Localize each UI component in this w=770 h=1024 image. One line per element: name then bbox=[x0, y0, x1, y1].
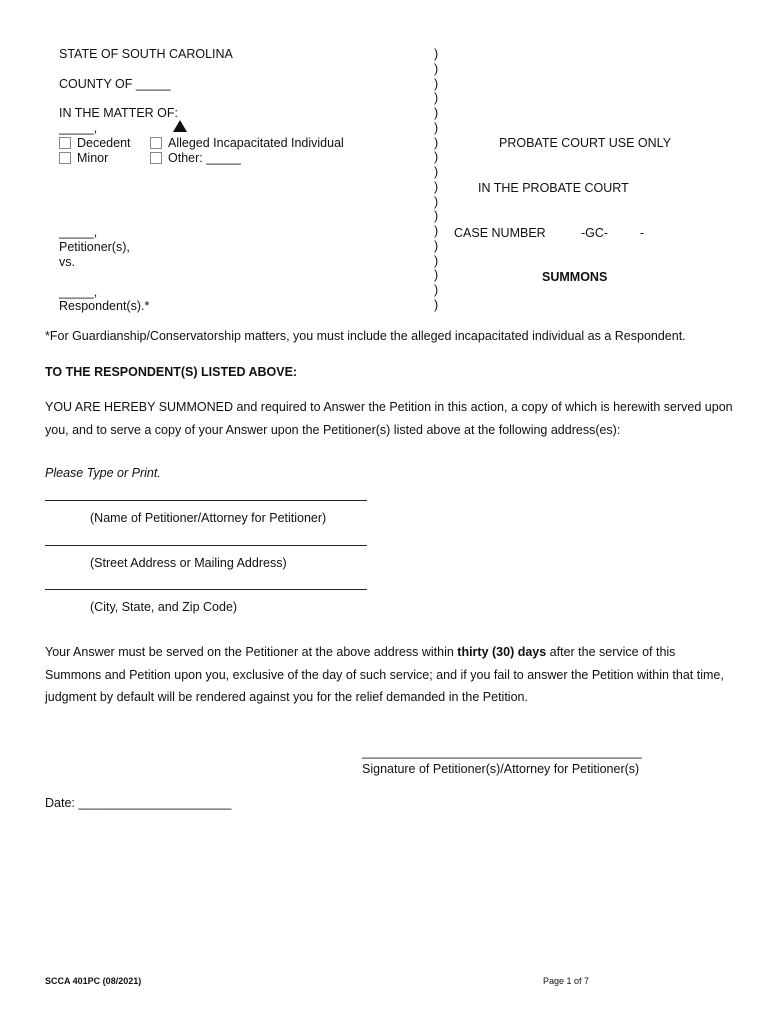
matter-name-field[interactable]: _____, bbox=[59, 121, 98, 135]
street-line[interactable] bbox=[45, 545, 367, 546]
paren: ) bbox=[434, 61, 439, 76]
probate-use-only: PROBATE COURT USE ONLY bbox=[499, 136, 672, 150]
paren: ) bbox=[434, 165, 439, 179]
paren: ) bbox=[434, 106, 439, 120]
paren: ) bbox=[434, 47, 439, 61]
date-field[interactable]: Date: ______________________ bbox=[45, 796, 232, 810]
paren: ) bbox=[434, 135, 439, 150]
matter-label: IN THE MATTER OF: bbox=[59, 106, 178, 120]
other-label[interactable]: Other: _____ bbox=[168, 151, 241, 165]
respondent-heading: TO THE RESPONDENT(S) LISTED ABOVE: bbox=[45, 365, 298, 379]
paren: ) bbox=[434, 209, 439, 224]
vs-label: vs. bbox=[59, 255, 75, 269]
alleged-incapacitated-checkbox[interactable] bbox=[150, 137, 162, 149]
signature-label: Signature of Petitioner(s)/Attorney for Petitioner(s) bbox=[362, 762, 640, 776]
paren: ) bbox=[434, 179, 439, 194]
paren: ) bbox=[434, 238, 439, 253]
name-label: (Name of Petitioner/Attorney for Petitioner) bbox=[90, 511, 327, 525]
paren: ) bbox=[434, 268, 439, 283]
paren: ) bbox=[434, 91, 439, 106]
paren: ) bbox=[434, 297, 439, 312]
answer-text-end: after the service of this Summons and Petition upon you, exclusive of the day of such service; and if you fail to answer the Petition within that time, judgment by default will be rendered against you for the relief demanded in the Petition. bbox=[45, 645, 724, 704]
cursor-arrow-icon bbox=[173, 120, 187, 132]
form-id: SCCA 401PC (08/2021) bbox=[45, 976, 142, 986]
paren: ) bbox=[434, 76, 439, 91]
page-number: Page 1 of 7 bbox=[543, 976, 590, 986]
decedent-label: Decedent bbox=[77, 136, 131, 150]
decedent-checkbox[interactable] bbox=[59, 137, 71, 149]
name-line[interactable] bbox=[45, 500, 367, 501]
city-line[interactable] bbox=[45, 589, 367, 590]
respondent-label: Respondent(s).* bbox=[59, 299, 150, 313]
street-label: (Street Address or Mailing Address) bbox=[90, 556, 287, 570]
answer-paragraph bbox=[45, 641, 735, 709]
petitioner-name-field[interactable]: _____, bbox=[59, 225, 98, 239]
paren: ) bbox=[434, 224, 439, 238]
petitioner-label: Petitioner(s), bbox=[59, 240, 130, 254]
court-name: IN THE PROBATE COURT bbox=[478, 181, 629, 195]
paren: ) bbox=[434, 283, 439, 297]
summons-paragraph: YOU ARE HEREBY SUMMONED and required to Answer the Petition in this action, a copy of which is herewith served upon you, and to serve a copy of your Answer upon the Petitioner(s) listed above at the following address(es): bbox=[45, 400, 733, 437]
case-number-dash[interactable]: - bbox=[640, 226, 645, 240]
case-number-gc[interactable]: -GC- bbox=[581, 226, 609, 240]
caption-divider bbox=[434, 47, 444, 313]
county-label[interactable]: COUNTY OF _____ bbox=[59, 77, 171, 91]
minor-label: Minor bbox=[77, 151, 109, 165]
alleged-incapacitated-label: Alleged Incapacitated Individual bbox=[168, 136, 344, 150]
type-or-print-note: Please Type or Print. bbox=[45, 466, 161, 480]
respondent-name-field[interactable]: _____, bbox=[59, 285, 98, 299]
document-title: SUMMONS bbox=[542, 270, 608, 284]
guardianship-footnote: *For Guardianship/Conservatorship matters, you must include the alleged incapacitated individual as a Respondent. bbox=[45, 329, 686, 343]
case-number-label: CASE NUMBER bbox=[454, 226, 546, 240]
signature-line[interactable]: __________________________________________ bbox=[362, 745, 642, 759]
paren: ) bbox=[434, 120, 439, 135]
answer-deadline: thirty (30) days bbox=[457, 645, 547, 659]
paren: ) bbox=[434, 253, 439, 268]
paren: ) bbox=[434, 194, 439, 209]
paren: ) bbox=[434, 150, 439, 165]
minor-checkbox[interactable] bbox=[59, 152, 71, 164]
city-label: (City, State, and Zip Code) bbox=[90, 600, 238, 614]
other-checkbox[interactable] bbox=[150, 152, 162, 164]
state-label: STATE OF SOUTH CAROLINA bbox=[59, 47, 233, 61]
answer-text-start: Your Answer must be served on the Petitioner at the above address within bbox=[45, 645, 458, 659]
